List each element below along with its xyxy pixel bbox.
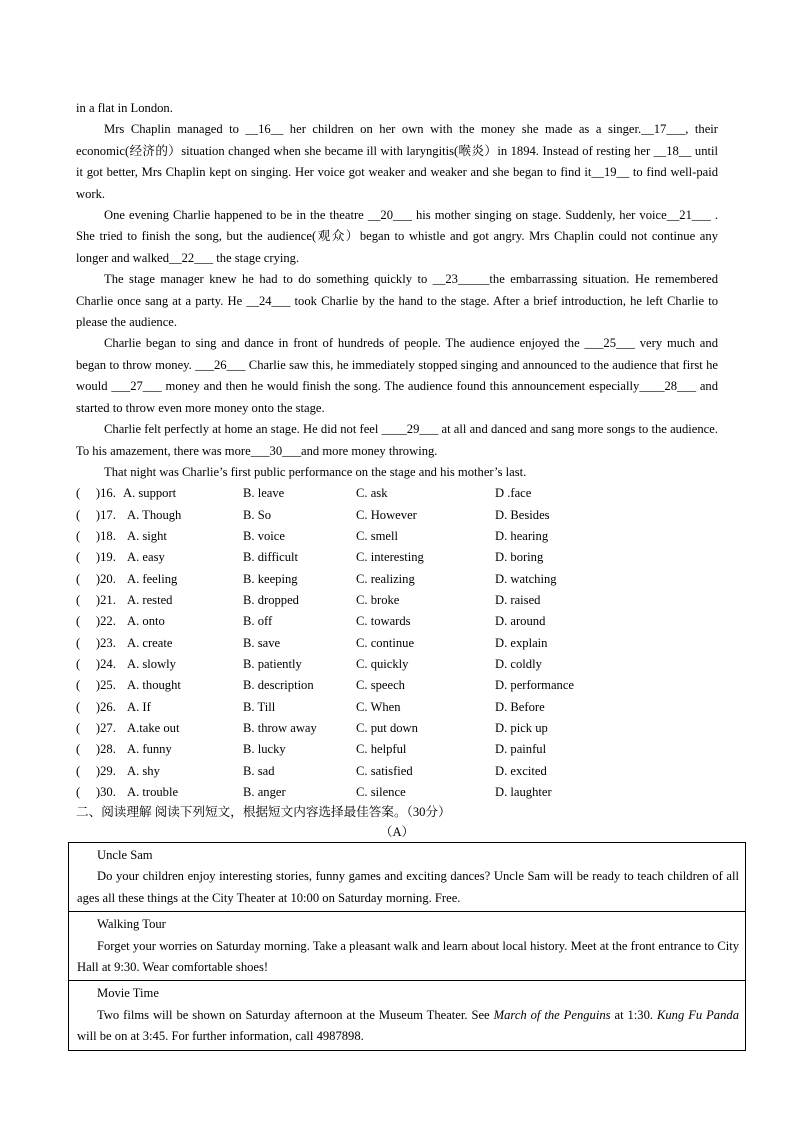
option-d: D. performance xyxy=(495,678,575,693)
passage-paragraph-6: That night was Charlie’s first public performance on the stage and his mother’s last. xyxy=(104,464,527,479)
passage-paragraph-1: Mrs Chaplin managed to __16__ her children on her own with the money she made as a singer.__17___, their economic(经济的）situation changed when she became ill with laryngitis(喉炎）in 1894. Instead of resting her __18__ until it got better, Mrs Chaplin kept on singing. Her voice got weaker and weaker and she began to find it__19__ to find well-paid work. xyxy=(76,122,718,201)
option-d: D. laughter xyxy=(495,785,552,800)
option-c: C. put down xyxy=(356,721,418,736)
option-d: D. hearing xyxy=(495,529,549,543)
option-d: D. painful xyxy=(495,742,547,757)
option-row xyxy=(76,633,718,654)
option-row xyxy=(76,761,718,782)
option-c: C. interesting xyxy=(356,550,424,565)
option-a: A. Though xyxy=(127,507,182,522)
option-a: A. If xyxy=(127,699,151,714)
film-title: Kung Fu Panda xyxy=(656,1007,739,1022)
option-b: B. anger xyxy=(243,785,286,800)
passage-paragraph-2: One evening Charlie happened to be in the theatre __20___ his mother singing on stage. Suddenly, her voice__21___ . She tried to finish the song, but the audience(观众）began to whistle and got angry. Mrs Chaplin could not continue any longer and walked__22___ the stage crying. xyxy=(76,208,718,265)
option-row xyxy=(76,483,718,504)
question-number: ( )28. xyxy=(76,742,116,757)
option-b: B. Till xyxy=(243,699,276,714)
question-number: ( )25. xyxy=(76,678,116,693)
ad-title: Walking Tour xyxy=(97,917,166,932)
question-number: ( )30. xyxy=(76,785,116,800)
option-b: B. sad xyxy=(243,763,275,778)
option-a: A. trouble xyxy=(127,785,179,800)
ad-body-text: Two films will be shown on Saturday afternoon at the Museum Theater. See xyxy=(97,1007,494,1022)
options-list xyxy=(76,483,718,803)
option-c: C. broke xyxy=(356,593,400,608)
option-b: B. save xyxy=(243,635,281,650)
option-d: D. Before xyxy=(495,699,545,714)
ad-body xyxy=(77,1005,739,1048)
option-d: D. excited xyxy=(495,763,547,778)
option-b: B. description xyxy=(243,678,314,693)
ad-title: Uncle Sam xyxy=(97,848,153,862)
question-number: ( )19. xyxy=(76,550,116,565)
option-c: C. helpful xyxy=(356,742,407,757)
question-number: ( )17. xyxy=(76,507,116,522)
question-number: ( )27. xyxy=(76,721,116,736)
option-c: C. smell xyxy=(356,529,398,543)
option-a: A. funny xyxy=(127,742,172,757)
passage-paragraph-5: Charlie felt perfectly at home an stage. He did not feel ____29___ at all and danced and sang more songs to the audience. To his amazement, there was more___30___and more money throwing. xyxy=(76,422,718,458)
option-row xyxy=(76,505,718,526)
question-number: ( )23. xyxy=(76,635,116,650)
option-row xyxy=(76,782,718,803)
option-a: A. easy xyxy=(127,550,165,565)
option-c: C. towards xyxy=(356,614,411,629)
question-number: ( )20. xyxy=(76,571,116,586)
option-row xyxy=(76,590,718,611)
option-b: B. dropped xyxy=(243,593,299,608)
option-d: D. watching xyxy=(495,571,557,586)
option-b: B. off xyxy=(243,614,273,629)
option-row xyxy=(76,675,718,696)
option-d: D. pick up xyxy=(495,721,548,736)
question-number: ( )29. xyxy=(76,763,116,778)
option-a: A. onto xyxy=(127,614,165,629)
option-b: B. voice xyxy=(243,529,285,543)
option-d: D. coldly xyxy=(495,657,542,672)
ad-body: Do your children enjoy interesting stories, funny games and exciting dances? Uncle Sam will be ready to teach children of all ages all these things at the City Theater at 10:00 on Saturday morning. Free. xyxy=(77,869,739,905)
option-b: B. difficult xyxy=(243,550,299,565)
option-row xyxy=(76,718,718,739)
option-a: A. create xyxy=(127,635,173,650)
option-a: A. shy xyxy=(127,763,160,778)
option-a: A. feeling xyxy=(127,571,178,586)
option-c: C. silence xyxy=(356,785,406,800)
option-a: A. thought xyxy=(127,678,181,693)
passage-line-0: in a flat in London. xyxy=(76,101,173,115)
option-b: B. keeping xyxy=(243,571,298,586)
option-a: A.take out xyxy=(127,721,180,736)
option-b: B. So xyxy=(243,507,271,522)
ad-walking-tour xyxy=(69,912,745,981)
passage-paragraph-4: Charlie began to sing and dance in front of hundreds of people. The audience enjoyed the ___25___ very much and began to throw money. ___26___ Charlie saw this, he immediately stopped singing and announced to the audience that first he would ___27___ money and then he would finish the song. The audience found this announcement especially____28___ and started to throw even more money onto the stage. xyxy=(76,336,718,415)
option-c: C. satisfied xyxy=(356,763,413,778)
question-number: ( )18. xyxy=(76,529,116,543)
ad-movie-time xyxy=(69,981,745,1049)
option-a: A. slowly xyxy=(127,657,176,672)
option-c: C. continue xyxy=(356,635,415,650)
ad-title: Movie Time xyxy=(97,986,159,1001)
option-row xyxy=(76,569,718,590)
option-d: D. around xyxy=(495,614,546,629)
option-d: D. explain xyxy=(495,635,548,650)
option-d: D .face xyxy=(495,486,532,501)
option-row xyxy=(76,654,718,675)
option-c: C. ask xyxy=(356,486,388,501)
ad-body-text: at 1:30. xyxy=(610,1007,657,1022)
ad-body-text: will be on at 3:45. For further information, call 4987898. xyxy=(77,1029,364,1044)
option-row xyxy=(76,547,718,568)
question-number: ( )21. xyxy=(76,593,116,608)
option-a: A. rested xyxy=(127,593,173,608)
option-row xyxy=(76,697,718,718)
ad-body: Forget your worries on Saturday morning. Take a pleasant walk and learn about local history. Meet at the front entrance to City Hall at 9:30. Wear comfortable shoes! xyxy=(77,938,739,975)
option-row xyxy=(76,611,718,632)
option-c: C. quickly xyxy=(356,657,409,672)
option-a: A. support xyxy=(123,486,177,501)
section-heading: 二、阅读理解 阅读下列短文，根据短文内容选择最佳答案。（30分） xyxy=(76,805,451,819)
option-d: D. raised xyxy=(495,593,541,608)
option-c: C. When xyxy=(356,699,401,714)
option-row xyxy=(76,526,718,547)
option-d: D. Besides xyxy=(495,507,550,522)
question-number: ( )16. xyxy=(76,486,116,501)
option-b: B. throw away xyxy=(243,721,317,736)
passage xyxy=(76,98,718,803)
ads-table xyxy=(68,842,746,1051)
passage-paragraph-3: The stage manager knew he had to do something quickly to __23_____the embarrassing situation. He remembered Charlie once sang at a party. He __24___ took Charlie by the hand to the stage. After a brief introduction, he left Charlie to please the audience. xyxy=(76,272,718,330)
option-c: C. speech xyxy=(356,678,405,693)
section-subheading: （A） xyxy=(379,825,415,839)
option-d: D. boring xyxy=(495,550,544,565)
option-row xyxy=(76,739,718,760)
option-b: B. leave xyxy=(243,486,285,501)
film-title: March of the Penguins xyxy=(493,1007,611,1022)
option-a: A. sight xyxy=(127,529,167,543)
question-number: ( )22. xyxy=(76,614,116,629)
option-c: C. realizing xyxy=(356,571,415,586)
ad-uncle-sam xyxy=(69,843,745,912)
option-b: B. lucky xyxy=(243,742,286,757)
question-number: ( )24. xyxy=(76,657,116,672)
option-b: B. patiently xyxy=(243,657,302,672)
option-c: C. However xyxy=(356,507,417,522)
question-number: ( )26. xyxy=(76,699,116,714)
